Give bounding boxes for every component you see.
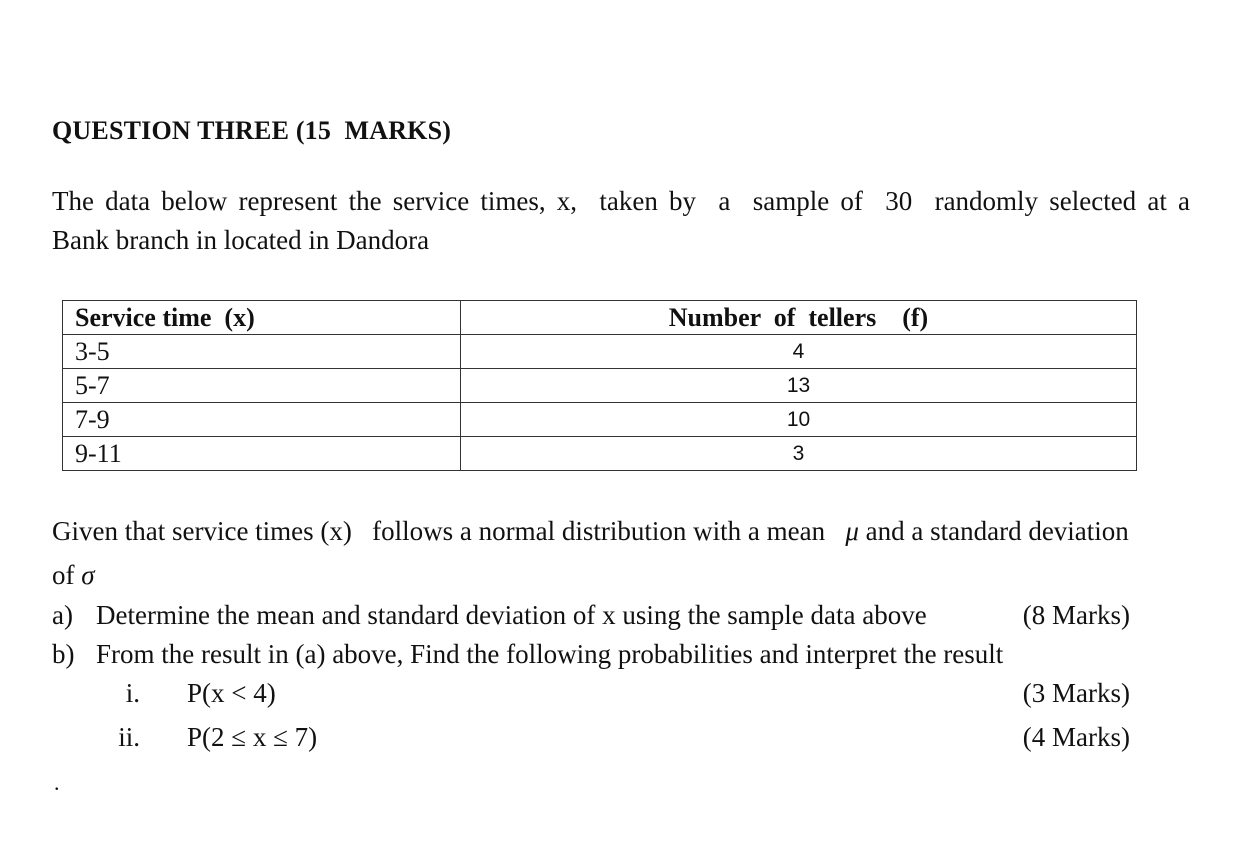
part-a-marks: (8 Marks) bbox=[1022, 600, 1130, 630]
given-statement-line-1 bbox=[52, 516, 1129, 547]
cell-service-time: 3-5 bbox=[63, 335, 461, 369]
part-b-label: b) bbox=[52, 639, 75, 669]
cell-tellers: 3 bbox=[461, 437, 1137, 471]
subpart-i-expression: P(x < 4) bbox=[187, 678, 276, 708]
table-row bbox=[63, 369, 1137, 403]
cell-tellers: 13 bbox=[461, 369, 1137, 403]
sigma-symbol: σ bbox=[81, 560, 95, 590]
header-number-of-tellers: Number of tellers (f) bbox=[461, 301, 1137, 335]
subpart-ii-marks: (4 Marks) bbox=[1022, 722, 1130, 752]
part-a bbox=[52, 600, 927, 631]
table-row bbox=[63, 335, 1137, 369]
header-service-time: Service time (x) bbox=[63, 301, 461, 335]
mu-symbol: μ bbox=[845, 516, 859, 546]
given-text-before-mu: Given that service times (x) follows a normal distribution with a mean bbox=[52, 516, 846, 546]
intro-text-line-1: The data below represent the service times, x, taken by a sample of 30 randomly selected at a bbox=[52, 186, 1190, 216]
table-header-row bbox=[63, 301, 1137, 335]
part-a-label: a) bbox=[52, 600, 73, 630]
subpart-i-number: i. bbox=[125, 678, 140, 708]
given-statement-line-2 bbox=[52, 560, 95, 591]
frequency-table bbox=[62, 300, 1137, 471]
subpart-i-marks: (3 Marks) bbox=[1022, 678, 1130, 708]
table-row bbox=[63, 403, 1137, 437]
cell-service-time: 9-11 bbox=[63, 437, 461, 471]
part-b bbox=[52, 639, 1003, 670]
part-a-text: Determine the mean and standard deviation of x using the sample data above bbox=[96, 600, 927, 630]
cell-service-time: 7-9 bbox=[63, 403, 461, 437]
cell-tellers: 10 bbox=[461, 403, 1137, 437]
table-row bbox=[63, 437, 1137, 471]
cell-tellers: 4 bbox=[461, 335, 1137, 369]
intro-text-line-2: Bank branch in located in Dandora bbox=[52, 225, 430, 255]
subpart-ii-number: ii. bbox=[118, 722, 140, 752]
part-b-text: From the result in (a) above, Find the following probabilities and interpret the result bbox=[96, 639, 1004, 669]
given-text-after-mu: and a standard deviation bbox=[858, 516, 1129, 546]
given-text-of: of bbox=[52, 560, 82, 590]
question-heading: QUESTION THREE (15 MARKS) bbox=[52, 116, 452, 145]
trailing-dot: . bbox=[54, 770, 60, 795]
cell-service-time: 5-7 bbox=[63, 369, 461, 403]
subpart-ii-expression: P(2 ≤ x ≤ 7) bbox=[187, 722, 318, 752]
